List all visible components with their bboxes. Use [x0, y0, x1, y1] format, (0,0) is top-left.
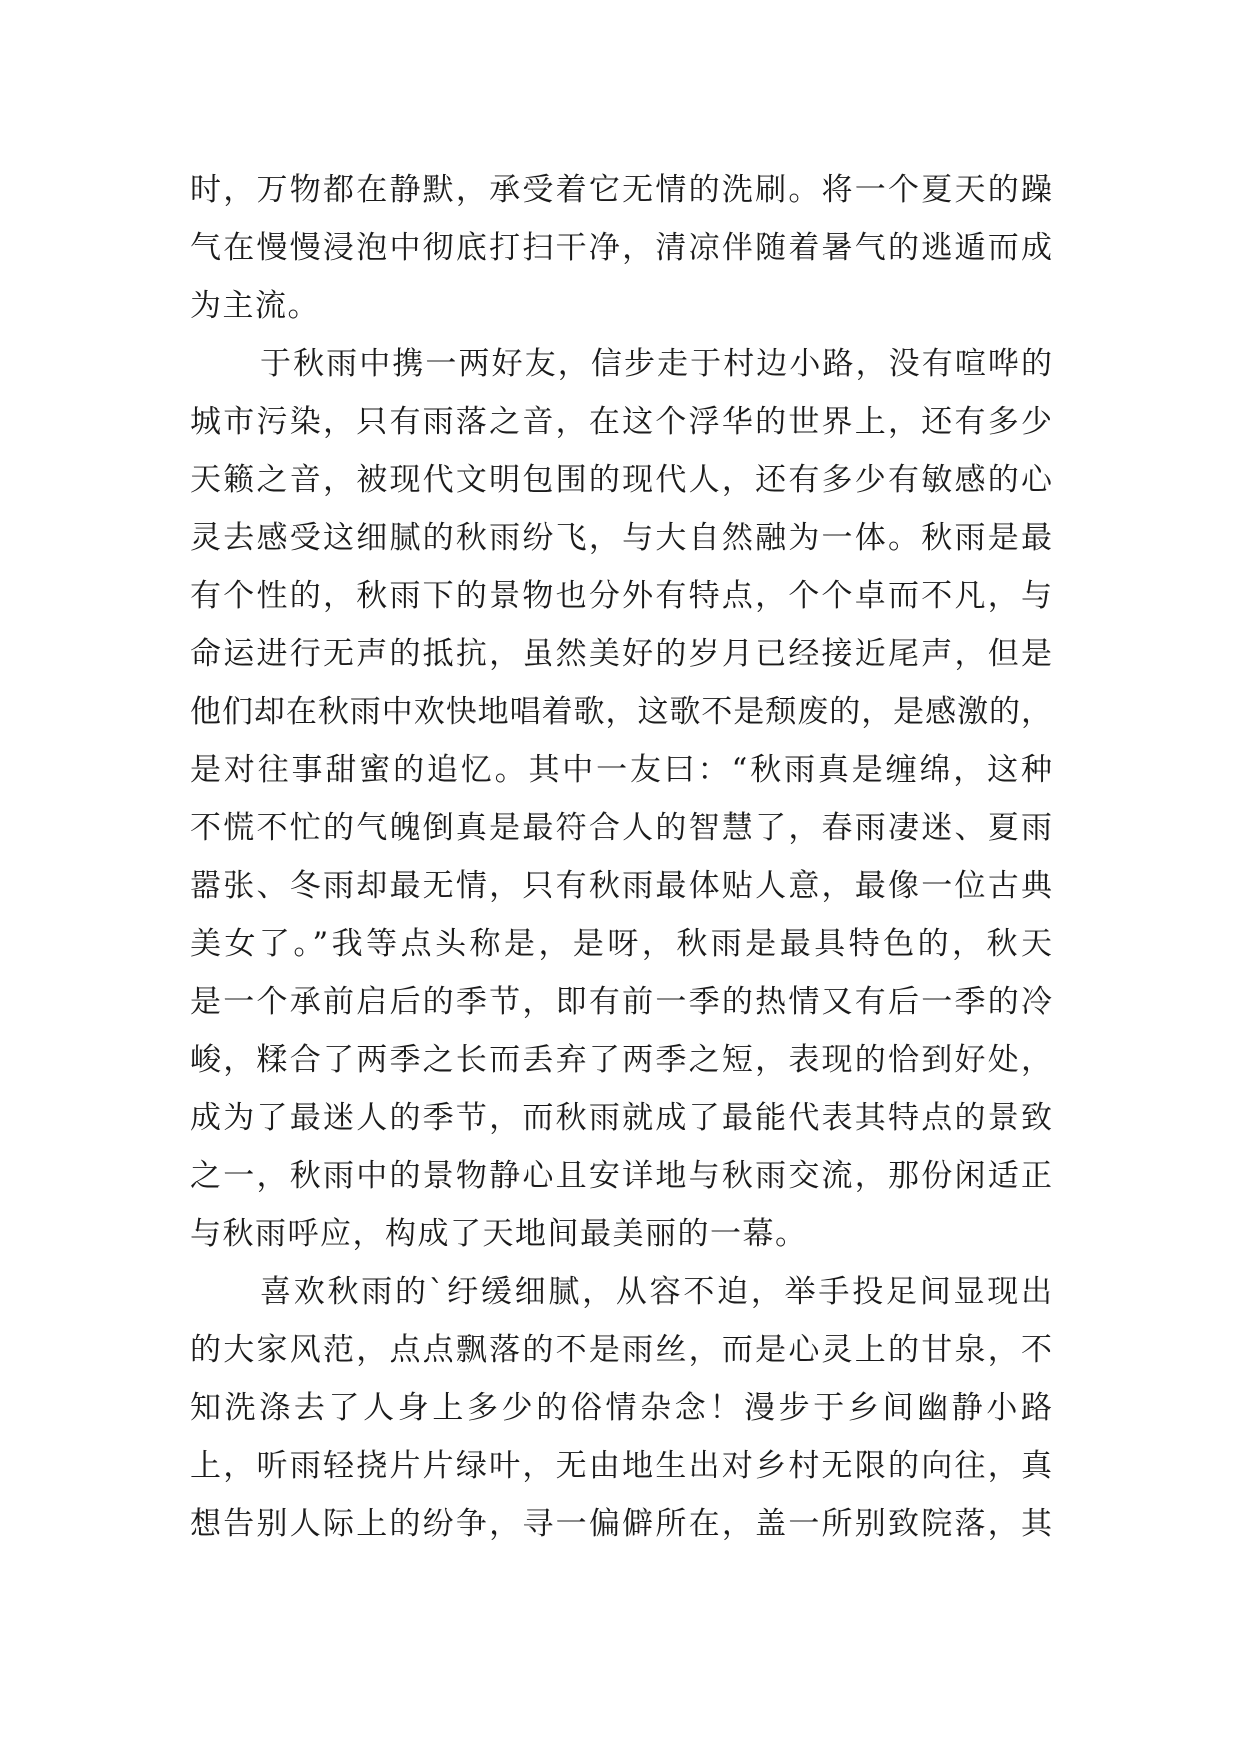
text-line: 上，听雨轻挠片片绿叶，无由地生出对乡村无限的向往，真 [190, 1448, 1052, 1484]
text-line: 不慌不忙的气魄倒真是最符合人的智慧了，春雨凄迷、夏雨 [190, 810, 1052, 846]
text-line: 之一，秋雨中的景物静心且安详地与秋雨交流，那份闲适正 [190, 1158, 1052, 1194]
text-line: 是一个承前启后的季节，即有前一季的热情又有后一季的冷 [190, 984, 1052, 1020]
text-line: 他们却在秋雨中欢快地唱着歌，这歌不是颓废的，是感激的， [190, 694, 1052, 730]
text-line: 气在慢慢浸泡中彻底打扫干净，清凉伴随着暑气的逃遁而成 [190, 230, 1052, 266]
text-line: 嚣张、冬雨却最无情，只有秋雨最体贴人意，最像一位古典 [190, 868, 1052, 904]
text-line: 想告别人际上的纷争，寻一偏僻所在，盖一所别致院落，其 [190, 1506, 1052, 1542]
paragraph [190, 1263, 1052, 1553]
text-line: 是对往事甜蜜的追忆。其中一友曰：“秋雨真是缠绵，这种 [190, 752, 1052, 788]
body-text [190, 161, 1052, 1553]
paragraph [190, 335, 1052, 1263]
text-line: 为主流。 [190, 288, 320, 324]
text-line: 时，万物都在静默，承受着它无情的洗刷。将一个夏天的躁 [190, 172, 1052, 208]
text-line: 与秋雨呼应，构成了天地间最美丽的一幕。 [190, 1216, 808, 1252]
paragraph [190, 161, 1052, 335]
text-line: 美女了。”我等点头称是，是呀，秋雨是最具特色的，秋天 [190, 926, 1052, 962]
text-line: 知洗涤去了人身上多少的俗情杂念！漫步于乡间幽静小路 [190, 1390, 1052, 1426]
text-line: 成为了最迷人的季节，而秋雨就成了最能代表其特点的景致 [190, 1100, 1052, 1136]
text-line: 城市污染，只有雨落之音，在这个浮华的世界上，还有多少 [190, 404, 1052, 440]
text-line: 峻，糅合了两季之长而丢弃了两季之短，表现的恰到好处， [190, 1042, 1052, 1078]
text-line: 命运进行无声的抵抗，虽然美好的岁月已经接近尾声，但是 [190, 636, 1052, 672]
text-line: 的大家风范，点点飘落的不是雨丝，而是心灵上的甘泉，不 [190, 1332, 1052, 1368]
text-line: 天籁之音，被现代文明包围的现代人，还有多少有敏感的心 [190, 462, 1052, 498]
text-line: 于秋雨中携一两好友，信步走于村边小路，没有喧哗的 [260, 346, 1052, 382]
text-line: 有个性的，秋雨下的景物也分外有特点，个个卓而不凡，与 [190, 578, 1052, 614]
text-line: 喜欢秋雨的`纡缓细腻，从容不迫，举手投足间显现出 [260, 1274, 1052, 1310]
text-line: 灵去感受这细腻的秋雨纷飞，与大自然融为一体。秋雨是最 [190, 520, 1052, 556]
